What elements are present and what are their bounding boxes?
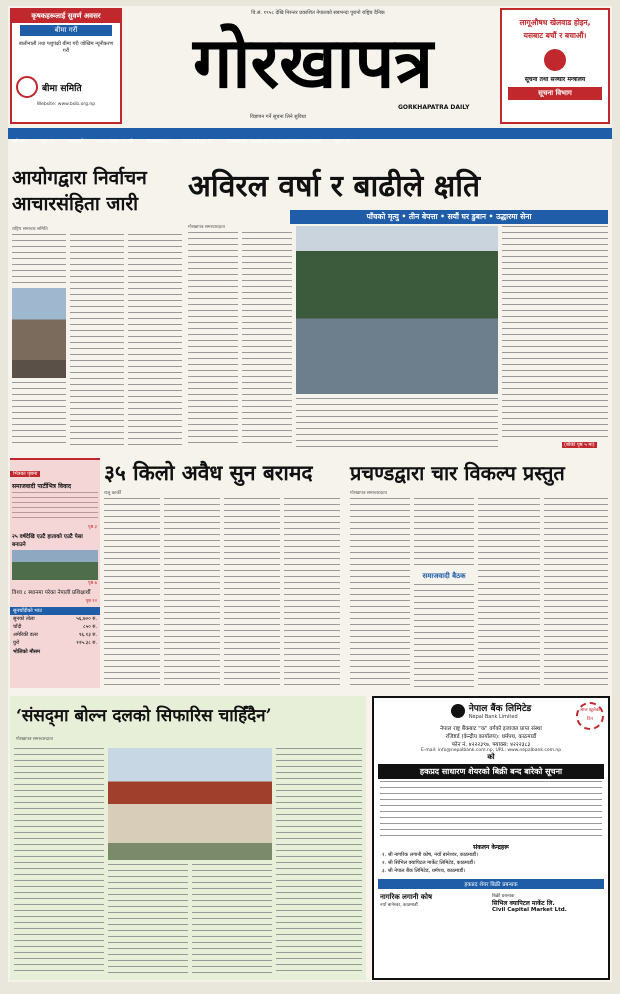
market-row	[10, 639, 100, 647]
election-body-col1b	[12, 382, 66, 448]
market-row-value: ८५० रु.	[83, 624, 97, 630]
bank-logo-icon	[451, 704, 465, 718]
left-ad-website[interactable]: Website: www.bsib.org.np	[36, 102, 96, 107]
parliament-body-col4	[276, 748, 362, 974]
gold-byline: राजु कार्की	[104, 491, 122, 496]
market-row	[10, 631, 100, 639]
masthead-tagline-top: वि.सं. १९५८ देखि निरन्तर प्रकाशित नेपालको सबभन्दा पुरानो राष्ट्रिय दैनिक	[251, 10, 385, 16]
election-body-col3	[128, 234, 182, 448]
bank-notice-body	[380, 781, 602, 841]
gold-headline: ३५ किलो अवैध सुन बरामद	[104, 460, 313, 485]
bank-list-item: १. श्री नागरिक लगानी कोष, नयाँ बानेश्वर, काठमाडौं।	[382, 852, 479, 858]
election-headline-1: आयोगद्वारा निर्वाचन	[12, 167, 147, 189]
sidebar-item2-page: पृष्ठ ७	[88, 581, 97, 586]
gold-body-col2	[164, 498, 220, 688]
election-headline-2: आचारसंहिता जारी	[12, 193, 139, 215]
market-label: सुनचाँदीको भाउ	[10, 607, 100, 615]
parliament-body-col1	[14, 748, 104, 974]
market-row-value: ५६,७०० रु.	[76, 616, 97, 622]
market-row-label: चाँदी	[13, 624, 22, 630]
nav-price: मूल्य: रु. ५	[334, 139, 355, 145]
masthead-tagline-bottom: विज्ञापन गर्ने सूचना लिने सुविधा	[249, 114, 307, 120]
rain-photo-caption	[296, 398, 498, 448]
bank-line3: फोन नं. ४२२२३९७, फ्याक्स: ४२२२३८३	[451, 742, 531, 748]
rain-continued: (बाँकी पृष्ठ ५ मा)	[564, 442, 595, 448]
left-ad-subtitle: बीमा गरौं	[20, 25, 112, 36]
right-ad-line1: लागूऔषध खेलवाड होइन,	[519, 18, 591, 27]
left-ad-org: बीमा समिति	[42, 83, 82, 94]
parliament-photo	[108, 748, 272, 860]
bank-list-title: संकलन केन्द्रहरू	[473, 844, 509, 851]
nav-weekday: Thursday	[146, 139, 170, 145]
nepal-bank-ad	[372, 696, 610, 980]
nav-issue: अङ्क ९५	[40, 139, 54, 145]
newspaper-page	[8, 6, 612, 982]
manager2-english: Civil Capital Market Ltd.	[492, 907, 567, 913]
parliament-body-col2	[108, 864, 188, 974]
parliament-headline: ‘संसद्‌मा बोल्न दलको सिफारिस चाहिँदैन’	[16, 706, 272, 726]
nav-bar	[8, 128, 612, 145]
left-masthead-ad	[10, 8, 122, 124]
nav-date-np: २०७० असार १८ गते	[96, 139, 133, 145]
market-row-label: सुनको तोला	[13, 616, 35, 622]
sidebar-photo	[12, 550, 98, 580]
bank-line1: नेपाल राष्ट्र बैंकबाट "क" वर्गको इजाजत प्राप्त संस्था	[440, 726, 542, 732]
prachanda-body-col1	[350, 498, 410, 688]
prachanda-body-col4	[544, 498, 608, 688]
bank-name: नेपाल बैंक लिमिटेड	[468, 704, 532, 714]
nav-date-en: 2013 July 11	[182, 139, 214, 145]
right-ad-footer2: सूचना विभाग	[508, 87, 602, 100]
prachanda-body-col2b	[414, 584, 474, 688]
sidebar-item1-page: पृष्ठ ३	[88, 525, 97, 530]
masthead-english-name: GORKHAPATRA DAILY	[398, 104, 470, 111]
bank-list-item: ३. श्री नेपाल बैंक लिमिटेड, धर्मपथ, काठमाडौं।	[382, 868, 466, 874]
sidebar-item1[interactable]: समाजवादी पार्टीभित्र विवाद	[12, 483, 72, 490]
sidebar-item3-page: पृष्ठ १२	[85, 599, 97, 604]
right-ad-line2: यसबाट बचौं र बचाऔं।	[523, 31, 587, 40]
sidebar-item3[interactable]: विश्व ८ स्थानमा परेका नेपाली प्रशिक्षार्थी	[12, 590, 91, 596]
nav-website[interactable]: Website: www.gorkhapatraonline.com	[226, 139, 322, 145]
manager1-sub: नयाँ बानेश्वर, काठमाडौं	[380, 903, 418, 908]
prachanda-byline: गोरखापत्र समाचारदाता	[350, 491, 387, 496]
managers-label: बिक्री प्रबन्धक	[492, 894, 515, 899]
right-masthead-ad	[500, 8, 610, 124]
prachanda-headline: प्रचण्डद्वारा चार विकल्प प्रस्तुत	[350, 461, 565, 485]
emblem-icon	[544, 49, 566, 71]
inside-pages-sidebar	[10, 458, 100, 688]
bank-ko: को	[487, 753, 495, 761]
prachanda-body-col3	[478, 498, 540, 688]
bank-bottom-note: हकप्रद शेयर बिक्री प्रबन्धक	[378, 879, 604, 889]
prachanda-subhead: समाजवादी बैठक	[422, 572, 466, 580]
parliament-body-col3	[192, 864, 272, 974]
rain-strap: पाँचको मृत्यु • तीन बेपत्ता • सयौं घर डुबान • उद्धारमा सेना	[290, 210, 608, 224]
manager1-name: नागरिक लगानी कोष	[380, 893, 432, 901]
market-row	[10, 615, 100, 623]
gold-body-col1	[104, 498, 160, 688]
rain-headline: अविरल वर्षा र बाढीले क्षति	[188, 169, 481, 204]
prachanda-body-col2a	[414, 498, 474, 568]
election-photo	[12, 288, 66, 378]
masthead-title: गोरखापत्र	[193, 21, 433, 104]
seal-icon	[16, 76, 38, 98]
market-row-value: १२५.३८ रु.	[76, 640, 97, 646]
nav-volume: वर्ष १११	[12, 139, 28, 145]
gold-body-col3	[224, 498, 280, 688]
election-body-col1	[12, 234, 66, 284]
market-row-label: युरो	[13, 640, 20, 646]
bank-notice-title: हकप्रद साधारण शेयरको बिक्री बन्द बारेको सूचना	[378, 764, 604, 779]
rain-photo	[296, 226, 498, 394]
bank-list-item: २. श्री सिभिल क्यापिटल मार्केट लिमिटेड, काठमाडौं।	[382, 860, 475, 866]
election-byline: राष्ट्रिय समाचार समिति	[12, 227, 48, 232]
bank-website[interactable]: E-mail: info@nepalbank.com.np, URL: www.nepalbank.com.np	[420, 748, 562, 753]
rain-body-col2	[242, 232, 292, 448]
left-ad-title: कृषकहरूलाई सुवर्ण अवसर	[12, 10, 120, 23]
election-body-col2	[70, 234, 124, 448]
market-row-value: ९६.१३ रु.	[78, 632, 97, 638]
sidebar-item2[interactable]: २५ वर्षदेखि एउटै हाताको एउटै पेसा बनाउने	[12, 534, 83, 548]
right-ad-footer1: सूचना तथा सञ्चार मन्त्रालय	[524, 76, 586, 83]
rain-body-col1	[188, 232, 238, 448]
left-ad-body: बालीनाली तथा पशुपंक्षी बीमा गरी जोखिम न्यूनीकरण गरौं	[18, 41, 114, 54]
nav-city: काठमाडौं	[67, 139, 84, 145]
rain-body-col3	[502, 226, 608, 440]
bank-badge: आज खुलेको दिन	[576, 702, 604, 730]
parliament-byline: गोरखापत्र समाचारदाता	[16, 737, 53, 742]
market-row	[10, 623, 100, 631]
sidebar-footer: भोलिको मौसम	[13, 649, 41, 655]
gold-body-col4	[284, 498, 340, 688]
market-row-label: अमेरिकी डलर	[13, 632, 38, 638]
rain-byline: गोरखापत्र समाचारदाता	[188, 225, 225, 230]
bank-line2: रजिष्टर्ड (केन्द्रीय कार्यालय): धर्मपथ, काठमाडौं	[445, 734, 537, 740]
sidebar-label: भित्रका पृष्ठमा	[10, 471, 40, 477]
bank-name-english: Nepal Bank Limited	[468, 714, 518, 720]
manager2-name: सिभिल क्यापिटल मार्केट लि.	[492, 900, 555, 907]
